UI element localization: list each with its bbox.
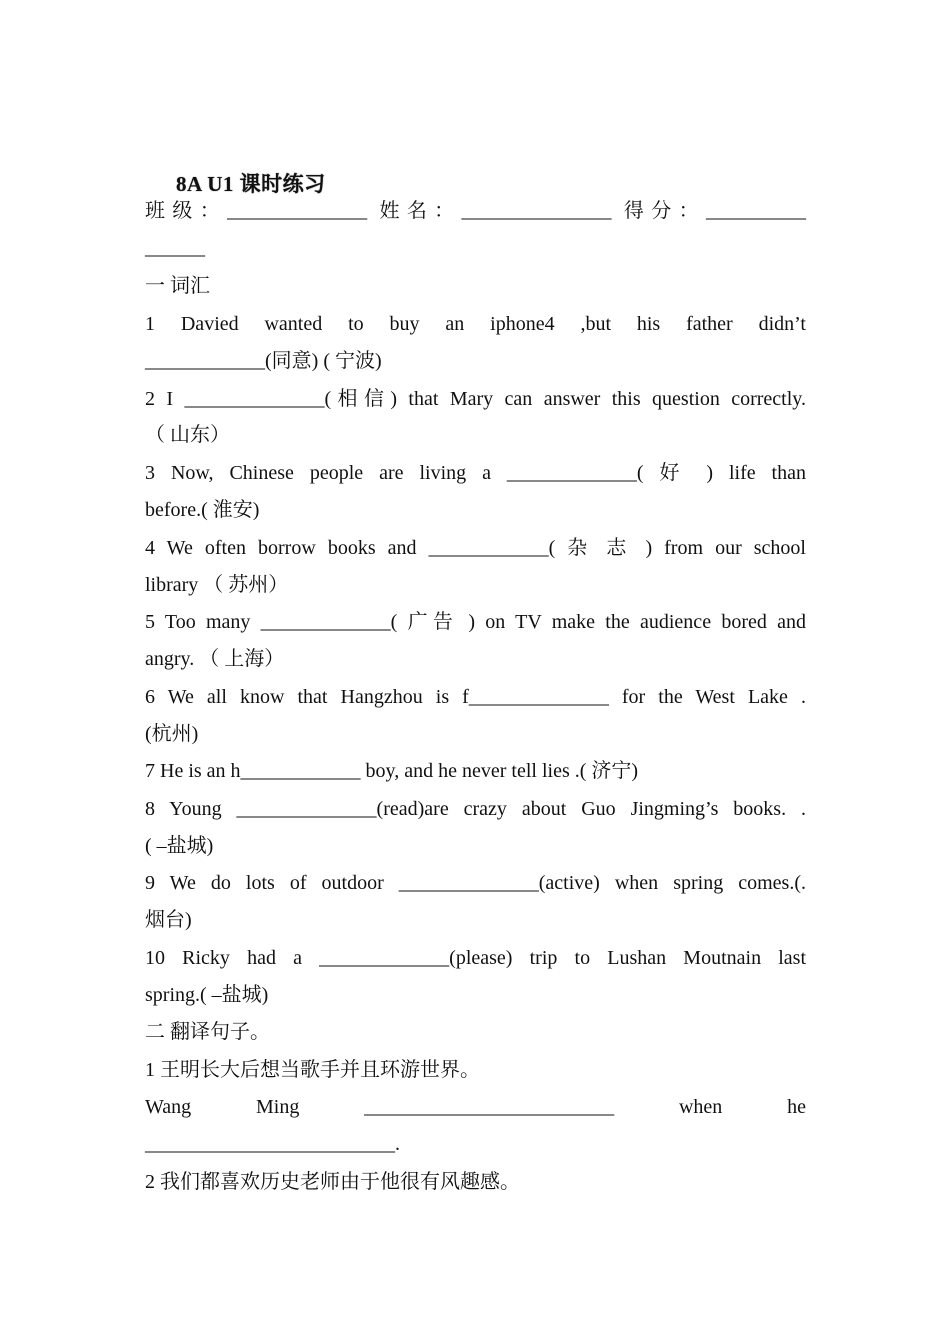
question-10-line-2: spring.( –盐城)	[145, 984, 269, 1006]
question-1-line-1: 1 Davied wanted to buy an iphone4 ,but his father didn’t	[145, 313, 806, 335]
question-4-line-1: 4 We often borrow books and ____________( 杂 志 ) from our school	[145, 537, 806, 559]
translation-1-prompt: 1 王明长大后想当歌手并且环游世界。	[145, 1059, 480, 1081]
question-3-line-1: 3 Now, Chinese people are living a _____________( 好 ) life than	[145, 462, 806, 484]
question-7-line: 7 He is an h____________ boy, and he never tell lies .( 济宁)	[145, 760, 639, 782]
question-2-line-2: （ 山东）	[145, 424, 230, 446]
question-9-line-1: 9 We do lots of outdoor ______________(active) when spring comes.(.	[145, 872, 806, 894]
question-5-line-2: angry. （ 上海）	[145, 648, 285, 670]
question-9-line-2: 烟台)	[145, 909, 192, 931]
translation-1-answer-line-2: _________________________.	[145, 1133, 400, 1155]
question-8-line-2: ( –盐城)	[145, 835, 214, 857]
translation-2-prompt: 2 我们都喜欢历史老师由于他很有风趣感。	[145, 1171, 520, 1193]
question-6-line-1: 6 We all know that Hangzhou is f______________ for the West Lake .	[145, 686, 806, 708]
translation-1-answer-line-1: Wang Ming _________________________ when he	[145, 1096, 806, 1118]
section-translation-heading: 二 翻译句子。	[145, 1021, 270, 1043]
section-vocabulary-heading: 一 词汇	[145, 275, 210, 297]
question-6-line-2: (杭州)	[145, 723, 199, 745]
question-10-line-1: 10 Ricky had a _____________(please) trip to Lushan Moutnain last	[145, 947, 806, 969]
question-3-line-2: before.( 淮安)	[145, 499, 260, 521]
question-8-line-1: 8 Young ______________(read)are crazy about Guo Jingming’s books. .	[145, 798, 806, 820]
student-info-tail: ______	[145, 237, 205, 259]
question-2-line-1: 2 I ______________(相信) that Mary can answer this question correctly.	[145, 388, 806, 410]
question-5-line-1: 5 Too many _____________( 广告 ) on TV make the audience bored and	[145, 611, 806, 633]
question-4-line-2: library （ 苏州）	[145, 574, 289, 596]
worksheet-title: 8A U1 课时练习	[176, 172, 326, 196]
question-1-line-2: ____________(同意) ( 宁波)	[145, 350, 382, 372]
student-info-line: 班级：______________ 姓名：_______________ 得分：__________	[145, 200, 806, 222]
